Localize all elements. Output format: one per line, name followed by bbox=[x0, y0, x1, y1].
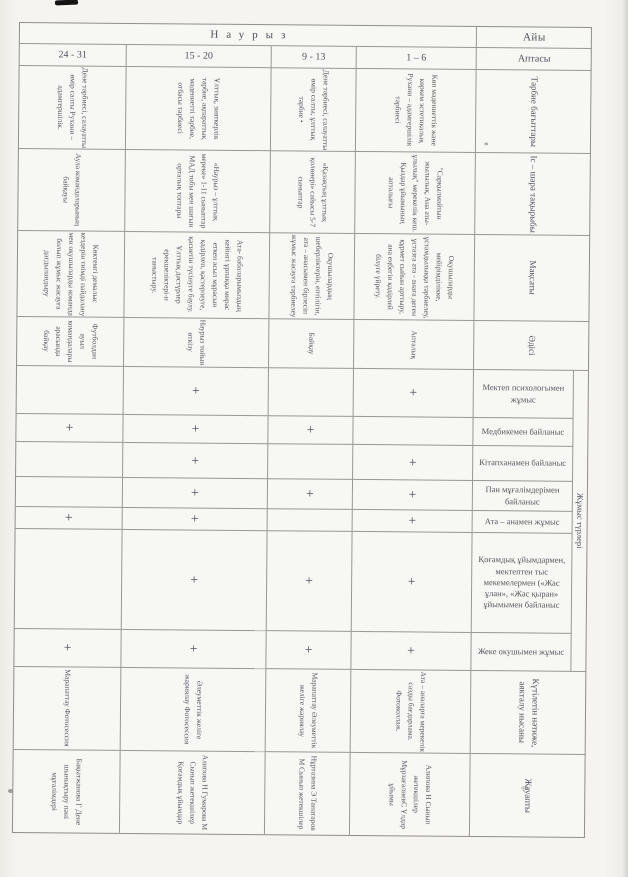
work-mark-1-week-2-text: + bbox=[306, 424, 315, 436]
work-mark-0-week-0 bbox=[17, 366, 124, 415]
work-mark-3-week-2-text: + bbox=[305, 488, 315, 500]
week-header-1-text: 15 - 20 bbox=[184, 50, 213, 62]
cell-topic-week-3 bbox=[355, 152, 476, 235]
cell-directions-week-3-text: Көп мәдениеттік және көркем эстетикалық Рухани – адамгершілік тәрбиесі bbox=[393, 73, 440, 147]
cell-responsible-week-1-text: Алипова Н Гумарова М Сынып жетекшілер Қоғамдық ұйымдар bbox=[175, 754, 210, 831]
cell-expected-week-2 bbox=[266, 669, 352, 753]
row-label-work-types bbox=[571, 371, 589, 672]
work-type-label-5 bbox=[472, 533, 573, 634]
work-type-label-6 bbox=[471, 633, 571, 672]
row-label-work-types-text: Жұмыс түрлері bbox=[574, 493, 586, 549]
row-label-method-text: Әдісі bbox=[527, 335, 538, 356]
month-label-text: Айы bbox=[522, 31, 546, 44]
work-mark-4-week-3 bbox=[353, 510, 473, 533]
work-mark-6-week-3 bbox=[351, 632, 471, 671]
work-type-label-3-text: Пән мұғалімдерімен байланыс bbox=[485, 484, 560, 507]
cell-method-week-0 bbox=[17, 317, 124, 367]
cell-goal-week-3-text: Оқушыларды мейірімділікке, ұстамдылыққа тәрбиелеу, ұстазға ата - анаға деген құрмет сыйын арттыру, ана еңбегін қадірлей білуге үйрету. bbox=[373, 236, 456, 319]
work-mark-4-week-0 bbox=[16, 507, 123, 530]
cell-topic-week-2-text: «Қазақтың ұлттық қолөнері» сайысы 5-7 сыныптар bbox=[296, 157, 330, 227]
row-label-topic bbox=[475, 153, 591, 236]
work-mark-3-week-2 bbox=[268, 479, 353, 510]
week-header-0 bbox=[20, 44, 127, 67]
work-type-label-1-text: Медбикемен байланыс bbox=[481, 425, 565, 437]
work-mark-5-week-1-text: + bbox=[189, 574, 199, 586]
cell-expected-week-0 bbox=[14, 667, 122, 751]
cell-topic-week-0-text: Аула командаларының байқауы bbox=[61, 153, 84, 227]
cell-directions-week-3 bbox=[356, 69, 477, 153]
work-mark-5-week-3-text: + bbox=[407, 576, 416, 588]
work-mark-1-week-2 bbox=[268, 416, 353, 445]
work-mark-1-week-3 bbox=[353, 417, 473, 446]
work-mark-1-week-0-text: + bbox=[65, 422, 74, 434]
cell-goal-week-0-text: Көктемгі демалыс кездерін тиімді пайдалану мен оқушыларды команда болып жұмыс жасауға дағдыландыру bbox=[42, 232, 101, 317]
month-label bbox=[477, 27, 592, 49]
cell-expected-week-1 bbox=[121, 668, 267, 752]
cell-responsible-week-3 bbox=[350, 753, 471, 836]
cell-responsible-week-2-text: Нұртазина Э Танатаров М Сынып жетекшілер bbox=[296, 755, 319, 832]
work-mark-6-week-3-text: + bbox=[406, 645, 416, 657]
work-mark-4-week-1 bbox=[123, 508, 268, 531]
work-mark-3-week-0 bbox=[16, 477, 123, 508]
cell-expected-week-1-text: Әлеуметтік желіге жариялау Фотосессия bbox=[182, 674, 205, 745]
cell-goal-week-2-text: Оқушылардың шеберліктерін, ептілігін, ата – анасымен бірлесіп жұмыс жасауға тәрбиелеу bbox=[289, 234, 336, 318]
scan-ink-streak bbox=[55, 0, 78, 5]
cell-goal-week-2 bbox=[269, 233, 355, 320]
work-type-label-2-text: Кітапханамен байланыс bbox=[479, 457, 567, 469]
work-mark-2-week-1-text: + bbox=[190, 455, 200, 467]
work-mark-3-week-3-text: + bbox=[408, 489, 417, 501]
cell-method-week-1-text: Наурыз тойын өткізу bbox=[186, 319, 208, 366]
cell-directions-week-1-text: Ұлттық, зияткерлік тәрбие, ақпараттық мәдениетті тәрбие, отбасы тәрбиесі bbox=[175, 77, 222, 140]
cell-topic-week-1-text: «Наурыз – ұлттық мереке» 1-11 сыныптар МАД тобы мен шағын орталық топтары bbox=[175, 153, 222, 229]
work-mark-5-week-2 bbox=[267, 531, 353, 632]
cell-goal-week-0 bbox=[17, 231, 125, 318]
cell-expected-week-0-text: Марапаттау Фотосессия bbox=[62, 669, 73, 748]
week-label bbox=[477, 48, 592, 71]
row-label-directions bbox=[476, 70, 592, 154]
cell-method-week-3 bbox=[354, 320, 474, 370]
work-type-label-2 bbox=[473, 446, 573, 482]
work-type-label-4 bbox=[473, 511, 573, 534]
work-mark-4-week-0-text: + bbox=[64, 512, 73, 524]
work-mark-5-week-2-text: + bbox=[304, 575, 314, 587]
row-label-goal bbox=[474, 235, 590, 322]
work-mark-0-week-3-text: + bbox=[409, 387, 418, 399]
work-type-label-3 bbox=[473, 481, 573, 512]
week-header-3-text: 1 – 6 bbox=[406, 52, 427, 64]
work-mark-4-week-1-text: + bbox=[190, 513, 199, 525]
work-mark-5-week-1 bbox=[122, 530, 268, 631]
row-label-responsible-text: Жауапты bbox=[523, 778, 534, 813]
cell-responsible-week-2 bbox=[265, 752, 351, 835]
cell-directions-week-0 bbox=[19, 66, 127, 150]
cell-expected-week-2-text: Марапаттау Әлеуметтік желіге жариялау bbox=[297, 672, 320, 749]
work-mark-5-week-0 bbox=[15, 529, 123, 630]
cell-directions-week-0-text: Дене тәрбиесі, салауатты өмір салты Рухани – адамгершілік. bbox=[55, 67, 90, 148]
work-mark-0-week-1 bbox=[124, 367, 269, 416]
work-mark-1-week-1 bbox=[123, 415, 268, 444]
month-header-text: Наурыз bbox=[210, 28, 294, 42]
row-label-responsible bbox=[470, 754, 586, 837]
row-label-expected-text: Күтілетін нәтиже, аякталу нысаны bbox=[517, 678, 541, 747]
work-mark-6-week-0 bbox=[14, 629, 121, 668]
cell-topic-week-2 bbox=[270, 151, 356, 234]
stray-mark: * bbox=[483, 140, 489, 151]
work-mark-2-week-1 bbox=[123, 443, 268, 479]
cell-topic-week-3-text: "Сарқылмайтын жылылық, Ана аты- ұлылық" мерекелік кеш. Қыздар ұйымының апталығы bbox=[386, 154, 445, 232]
work-mark-2-week-3-text: + bbox=[408, 456, 417, 468]
cell-method-week-1 bbox=[124, 318, 269, 368]
week-header-2 bbox=[272, 46, 357, 69]
week-header-1 bbox=[127, 45, 272, 68]
cell-method-week-3-text: Апталық bbox=[409, 330, 419, 359]
work-mark-2-week-0 bbox=[16, 442, 123, 478]
work-mark-0-week-1-text: + bbox=[191, 385, 201, 397]
week-header-0-text: 24 - 31 bbox=[58, 49, 87, 61]
cell-responsible-week-3-text: Алипова Н Сынып жетекшілер МұрзағалиевС Ұлдар ұйымы bbox=[387, 760, 434, 829]
plan-table-sheet bbox=[12, 22, 592, 838]
cell-responsible-week-0 bbox=[13, 750, 121, 833]
cell-goal-week-3 bbox=[354, 234, 475, 321]
cell-responsible-week-0-text: Бақытжанова Г Дене шынықтыру пәні мұғалімдері bbox=[50, 758, 84, 825]
week-header-2-text: 9 - 13 bbox=[301, 51, 326, 63]
work-type-label-6-text: Жеке окушымен жұмыс bbox=[477, 645, 565, 657]
cell-topic-week-0 bbox=[18, 149, 126, 232]
row-label-topic-text: Іс – шара тақырыбы bbox=[528, 155, 539, 233]
work-mark-2-week-2 bbox=[268, 444, 353, 480]
row-label-directions-text: Тәрбие бағыттары bbox=[528, 76, 540, 147]
row-label-expected bbox=[471, 671, 587, 755]
work-mark-1-week-1-text: + bbox=[191, 423, 200, 435]
work-mark-6-week-2 bbox=[266, 631, 351, 670]
work-type-label-1 bbox=[473, 418, 573, 447]
cell-expected-week-3 bbox=[351, 670, 472, 754]
work-mark-2-week-3 bbox=[353, 445, 473, 481]
cell-directions-week-1 bbox=[126, 67, 272, 151]
scan-edge-shadow bbox=[622, 0, 628, 877]
work-mark-1-week-0 bbox=[16, 414, 123, 443]
work-type-label-4-text: Ата – анамен жұмыс bbox=[484, 515, 560, 527]
work-mark-6-week-0-text: + bbox=[63, 642, 72, 654]
work-type-label-5-text: Қоғамдық ұйымдармен, мектептен тыс мекемелермен («Жас ұлан», «Жас қыран» ұйымымен байланыс bbox=[478, 554, 566, 611]
work-mark-0-week-2 bbox=[269, 368, 354, 417]
row-label-method bbox=[474, 321, 589, 371]
row-label-goal-text: Мақсаты bbox=[527, 260, 538, 296]
plan-table-grid bbox=[12, 22, 592, 838]
work-mark-3-week-1-text: + bbox=[190, 487, 200, 499]
work-mark-6-week-1-text: + bbox=[189, 643, 198, 655]
work-mark-0-week-3 bbox=[354, 369, 474, 418]
work-mark-3-week-1 bbox=[123, 478, 268, 509]
cell-responsible-week-1 bbox=[120, 751, 266, 834]
cell-method-week-2-text: Байқау bbox=[307, 332, 317, 355]
work-type-label-0-text: Мектеп психологымен жұмыс bbox=[482, 382, 565, 405]
cell-method-week-2 bbox=[269, 319, 354, 369]
work-mark-5-week-3 bbox=[352, 532, 473, 633]
cell-expected-week-3-text: Ата – аналарға мерекелік сазды бағдарлама. Фотоколлаж. bbox=[394, 671, 429, 752]
work-mark-6-week-1 bbox=[121, 630, 266, 669]
week-header-3 bbox=[357, 47, 477, 70]
cell-goal-week-1-text: Ата- бабаларымыздың кейінгі ұрпаққа мирас еткен асыл мұрасын қадірлеп, қастерлеуге, қасиетін түсінуге баулу. Ұлттық дәстүрлер ерекшеліктері-н таныстыру. bbox=[150, 236, 245, 314]
cell-method-week-0-text: Футболдан ауыл командалары арасында байқау bbox=[41, 320, 100, 363]
work-type-label-0 bbox=[474, 370, 574, 419]
work-mark-4-week-2 bbox=[268, 509, 353, 532]
week-label-text: Аптасы bbox=[517, 53, 551, 65]
cell-topic-week-1 bbox=[125, 150, 271, 233]
work-mark-4-week-3-text: + bbox=[407, 515, 417, 527]
cell-directions-week-2-text: Дене тәрбиесі, салауатты өмір салты, ұлттық тәрбие • bbox=[297, 69, 331, 150]
cell-directions-week-2 bbox=[271, 68, 357, 152]
work-mark-3-week-3 bbox=[353, 480, 473, 511]
work-mark-6-week-2-text: + bbox=[304, 644, 313, 656]
cell-goal-week-1 bbox=[124, 232, 270, 319]
